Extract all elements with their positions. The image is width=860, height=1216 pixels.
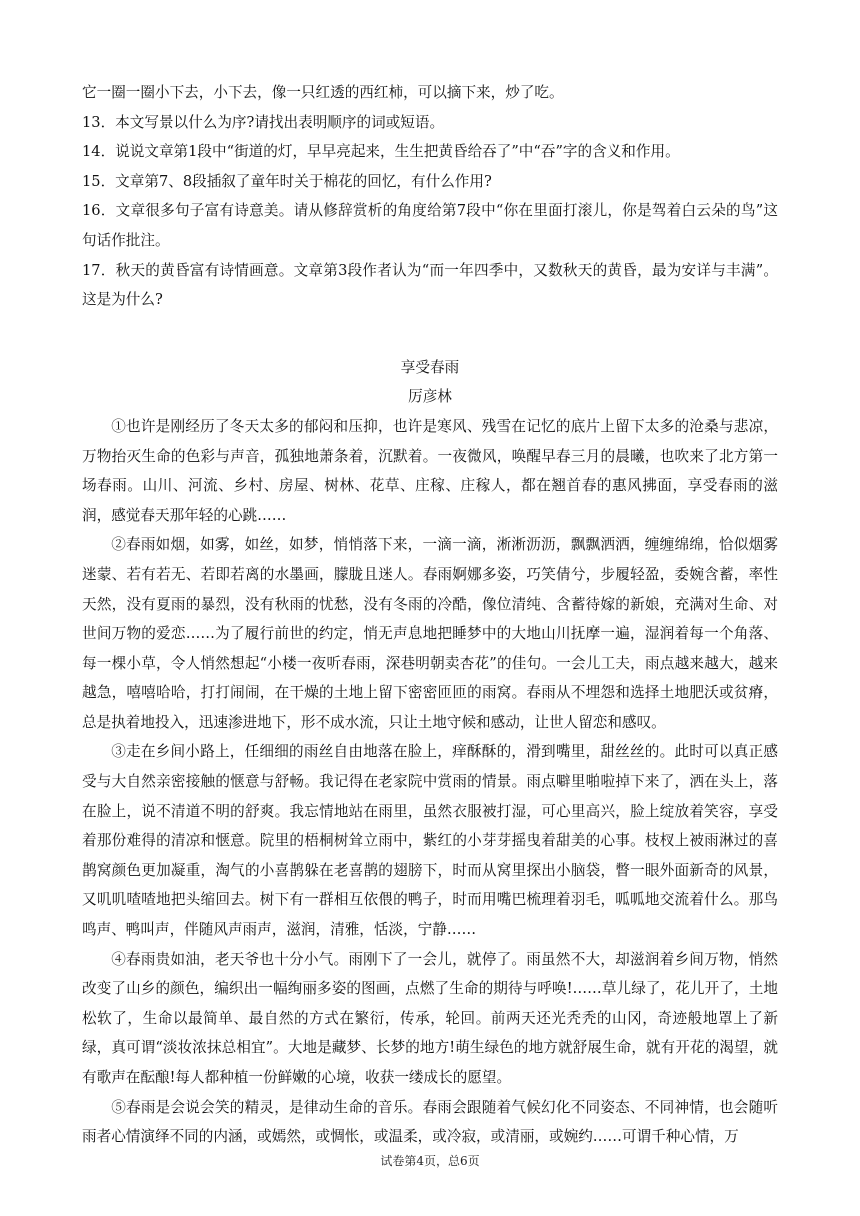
article <box>82 353 778 1152</box>
article-paragraph-5: ⑤春雨是会说会笑的精灵，是律动生命的音乐。春雨会跟随着气候幻化不同姿态、不同神情，也会随听雨者心情演绎不同的内涵，或嫣然，或惆怅，或温柔，或冷寂，或清丽，或婉约……可谓千种心情，万 <box>82 1098 778 1146</box>
question-15: 15．文章第7、8段插叙了童年时关于棉花的回忆，有什么作用? <box>82 172 492 190</box>
article-paragraph-3: ③走在乡间小路上，任细细的雨丝自由地落在脸上，痒酥酥的，滑到嘴里，甜丝丝的。此时可以真正感受与大自然亲密接触的惬意与舒畅。我记得在老家院中赏雨的情景。雨点噼里啪啦掉下来了，洒在头上，落在脸上，说不清道不明的舒爽。我忘情地站在雨里，虽然衣服被打湿，可心里高兴，脸上绽放着笑容，享受着那份难得的清凉和惬意。院里的梧桐树耸立雨中，紫红的小芽芽摇曳着甜美的心事。枝杈上被雨淋过的喜鹊窝颜色更加凝重，淘气的小喜鹊躲在老喜鹊的翅膀下，时而从窝里探出小脑袋，瞥一眼外面新奇的风景，又叽叽喳喳地把头缩回去。树下有一群相互依偎的鸭子，时而用嘴巴梳理着羽毛，呱呱地交流着什么。那鸟鸣声、鸭叫声，伴随风声雨声，滋润，清雅，恬淡，宁静…… <box>82 743 778 939</box>
page-footer: 试卷第4页，总6页 <box>380 1154 480 1168</box>
page-content <box>82 78 778 1152</box>
question-13: 13．本文写景以什么为序?请找出表明顺序的词或短语。 <box>82 113 445 131</box>
article-paragraph-4: ④春雨贵如油，老天爷也十分小气。雨刚下了一会儿，就停了。雨虽然不大，却滋润着乡间万物，悄然改变了山乡的颜色，编织出一幅绚丽多姿的图画，点燃了生命的期待与呼唤!……草儿绿了，花儿开了，土地松软了，生命以最简单、最自然的方式在繁衍，传承，轮回。前两天还光秃秃的山冈，奇迹般地罩上了新绿，真可谓“淡妆浓抹总相宜”。大地是藏梦、长梦的地方!萌生绿色的地方就舒展生命，就有开花的渴望，就有歌声在酝酿!每人都种植一份鲜嫩的心境，收获一缕成长的愿望。 <box>82 950 778 1086</box>
question-14: 14．说说文章第1段中“街道的灯，早早亮起来，生生把黄昏给吞了”中“吞”字的含义和作用。 <box>82 143 680 161</box>
article-paragraph-2: ②春雨如烟，如雾，如丝，如梦，悄悄落下来，一滴一滴，淅淅沥沥，飘飘洒洒，缠缠绵绵，恰似烟雾迷蒙、若有若无、若即若离的水墨画，朦胧且迷人。春雨婀娜多姿，巧笑倩兮，步履轻盈，委婉含蓄，率性天然，没有夏雨的暴烈，没有秋雨的忧愁，没有冬雨的冷酷，像位清纯、含蓄待嫁的新娘，充满对生命、对世间万物的爱恋……为了履行前世的约定，悄无声息地把睡梦中的大地山川抚摩一遍，湿润着每一个角落、每一棵小草，令人悄然想起“小楼一夜听春雨，深巷明朝卖杏花”的佳句。一会儿工夫，雨点越来越大，越来越急，嘻嘻哈哈，打打闹闹，在干燥的土地上留下密密匝匝的雨窝。春雨从不埋怨和选择土地肥沃或贫瘠，总是执着地投入，迅速渗进地下，形不成水流，只让土地守候和感动，让世人留恋和感叹。 <box>82 536 778 731</box>
article-paragraph-1: ①也许是刚经历了冬天太多的郁闷和压抑，也许是寒风、残雪在记忆的底片上留下太多的沧桑与悲凉，万物抬灭生命的色彩与声音，孤独地萧条着，沉默着。一夜微风，唤醒早春三月的晨曦，也吹来了北方第一场春雨。山川、河流、乡村、房屋、树林、花草、庄稼、庄稼人，都在翘首春的惠风拂面，享受春雨的滋润，感觉春天那年轻的心跳…… <box>82 417 778 524</box>
question-17: 17．秋天的黄昏富有诗情画意。文章第3段作者认为“而一年四季中，又数秋天的黄昏，最为安详与丰满”。这是为什么? <box>82 261 778 309</box>
question-16: 16．文章很多句子富有诗意美。请从修辞赏析的角度给第7段中“你在里面打滚儿，你是驾着白云朵的鸟”这句话作批注。 <box>82 202 778 249</box>
article-author: 厉彦林 <box>408 388 452 406</box>
previous-article-last-line: 它一圈一圈小下去，小下去，像一只红透的西红柿，可以摘下来，炒了吃。 <box>82 84 564 101</box>
article-title: 享受春雨 <box>400 358 460 376</box>
question-list <box>82 108 778 315</box>
section-gap <box>82 315 778 353</box>
